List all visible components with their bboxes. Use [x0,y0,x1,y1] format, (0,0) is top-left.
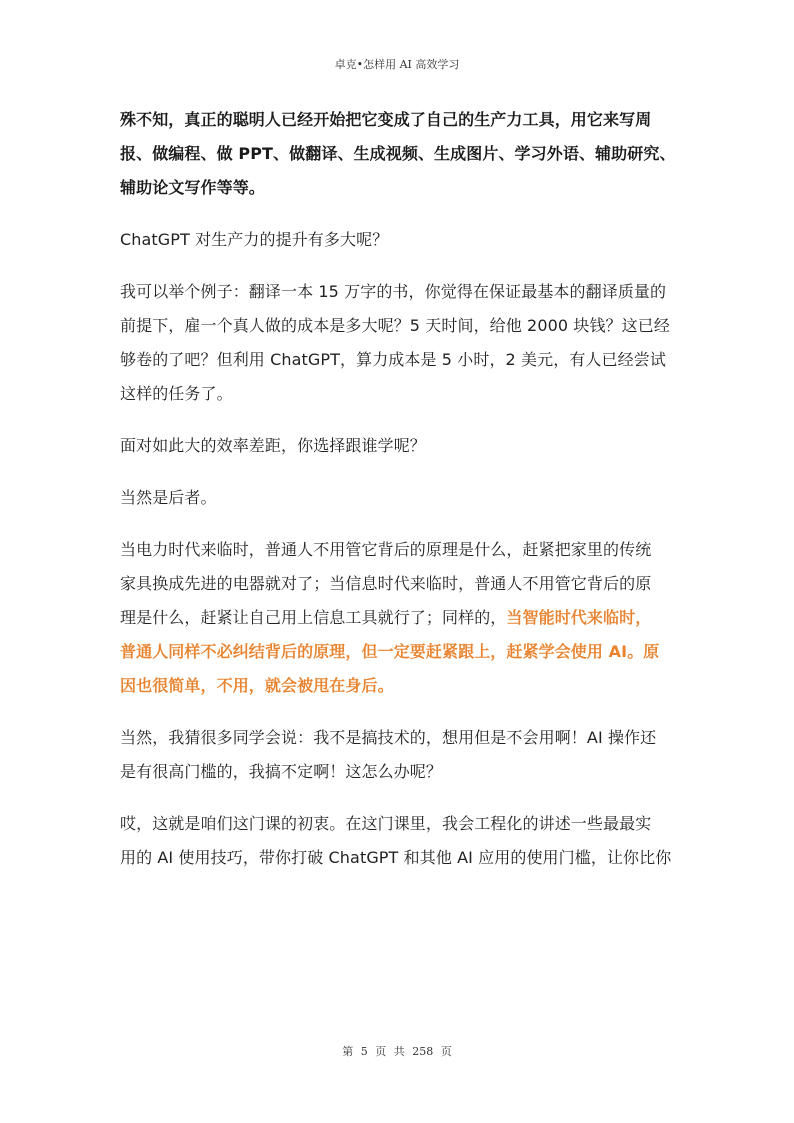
paragraph-line: 够卷的了吧？但利用 ChatGPT，算力成本是 5 小时，2 美元，有人已经尝试 [120,350,666,369]
paragraph-line: 这样的任务了。 [120,384,233,403]
paragraph-line: 用的 AI 使用技巧，带你打破 ChatGPT 和其他 AI 应用的使用门槛，让你比你 [120,848,672,867]
paragraph-2 [120,223,680,257]
paragraph-line: 当然，我猜很多同学会说：我不是搞技术的，想用但是不会用啊！AI 操作还 [120,728,657,747]
paragraph-line: 哎，这就是咱们这门课的初衷。在这门课里，我会工程化的讲述一些最最实 [120,814,652,833]
paragraph-7 [120,721,680,789]
paragraph-3 [120,275,680,411]
paragraph-1 [120,103,680,205]
paragraph-line: 家具换成先进的电器就对了；当信息时代来临时，普通人不用管它背后的原 [120,574,652,593]
paragraph-line: 是有很高门槛的，我搞不定啊！这怎么办呢？ [120,762,443,781]
paragraph-line [120,601,680,635]
paragraph-line: ChatGPT 对生产力的提升有多大呢？ [120,230,389,249]
page-header: 卓克•怎样用 AI 高效学习 [334,58,460,71]
paragraph-line: 我可以举个例子：翻译一本 15 万字的书，你觉得在保证最基本的翻译质量的 [120,282,667,301]
paragraph-line: 面对如此大的效率差距，你选择跟谁学呢？ [120,436,426,455]
paragraph-line: 报、做编程、做 PPT、做翻译、生成视频、生成图片、学习外语、辅助研究、 [120,144,676,163]
paragraph-line: 辅助论文写作等等。 [120,178,265,197]
highlighted-line: 因也很简单，不用，就会被甩在身后。 [120,676,394,695]
paragraph-line: 当然是后者。 [120,488,217,507]
page-body [120,103,680,893]
paragraph-text: 理是什么，赶紧让自己用上信息工具就行了；同样的， [120,608,507,627]
paragraph-8 [120,807,680,875]
paragraph-line: 殊不知，真正的聪明人已经开始把它变成了自己的生产力工具，用它来写周 [120,110,652,129]
highlighted-line: 普通人同样不必纠结背后的原理，但一定要赶紧跟上，赶紧学会使用 AI。原 [120,642,660,661]
highlighted-text: 当智能时代来临时， [506,608,652,627]
paragraph-4 [120,429,680,463]
paragraph-line: 当电力时代来临时，普通人不用管它背后的原理是什么，赶紧把家里的传统 [120,540,652,559]
paragraph-5 [120,481,680,515]
paragraph-line: 前提下，雇一个真人做的成本是多大呢？5 天时间，给他 2000 块钱？这已经 [120,316,670,335]
paragraph-6 [120,533,680,703]
page-footer: 第 5 页 共 258 页 [342,1045,452,1058]
